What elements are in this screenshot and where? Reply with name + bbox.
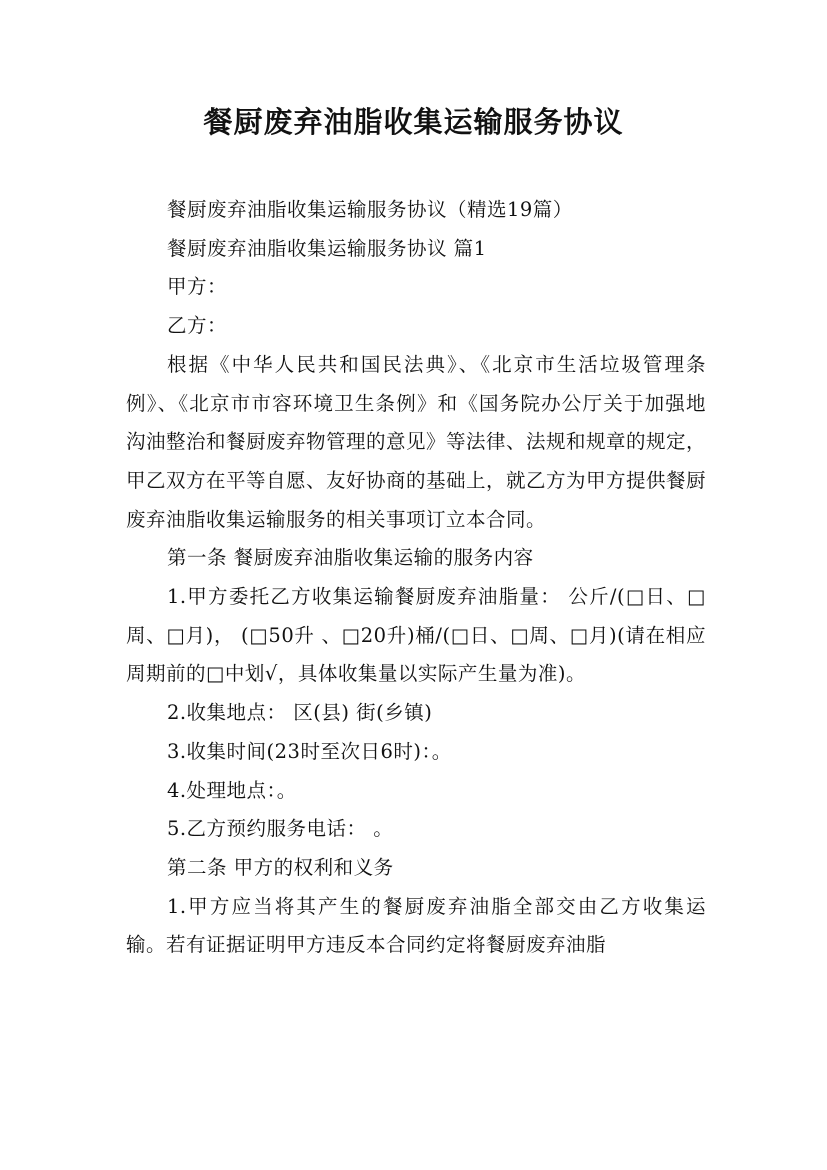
paragraph-article-2-item-1: 1.甲方应当将其产生的餐厨废弃油脂全部交由乙方收集运输。若有证据证明甲方违反本合同约定将餐厨废弃油脂: [126, 894, 706, 957]
paragraph-party-a: 甲方：: [166, 275, 227, 299]
paragraph-article-1-item-1: 1.甲方委托乙方收集运输餐厨废弃油脂量： 公斤/(□日、□周、□月)， (□50升 、□20升)桶/(□日、□周、□月)(请在相应周期前的□中划√，具体收集量以实际产生量为准)。: [126, 585, 706, 686]
paragraph-article-2-title: 第二条 甲方的权利和义务: [166, 855, 394, 879]
paragraph-article-1-item-5: 5.乙方预约服务电话： 。: [166, 817, 394, 841]
paragraph-party-b: 乙方：: [166, 314, 227, 338]
paragraph-article-1-item-3: 3.收集时间(23时至次日6时)：。: [166, 739, 452, 763]
paragraph-heading: 餐厨废弃油脂收集运输服务协议 篇1: [166, 236, 487, 260]
paragraph-subtitle: 餐厨废弃油脂收集运输服务协议（精选19篇）: [166, 198, 573, 221]
paragraph-preamble: 根据《中华人民共和国民法典》、《北京市生活垃圾管理条例》、《北京市市容环境卫生条例》和《国务院办公厅关于加强地沟油整治和餐厨废弃物管理的意见》等法律、法规和规章的规定，甲乙双方在平等自愿、友好协商的基础上，就乙方为甲方提供餐厨废弃油脂收集运输服务的相关事项订立本合同。: [126, 352, 707, 531]
document-title: 餐厨废弃油脂收集运输服务协议: [203, 105, 624, 139]
document-body: [126, 191, 706, 965]
paragraph-article-1-item-2: 2.收集地点： 区(县) 街(乡镇): [166, 701, 433, 725]
paragraph-article-1-item-4: 4.处理地点：。: [166, 778, 297, 802]
paragraph-article-1-title: 第一条 餐厨废弃油脂收集运输的服务内容: [166, 546, 534, 570]
